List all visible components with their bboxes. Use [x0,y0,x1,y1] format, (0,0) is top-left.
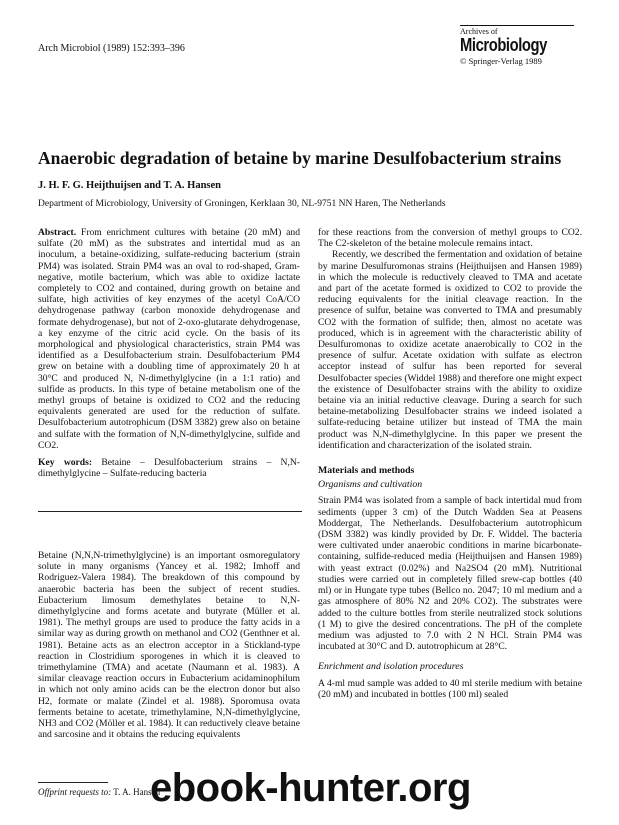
right-column [318,227,582,700]
citation: Arch Microbiol (1989) 152:393–396 [38,43,185,54]
journal-archives: Archives of [460,27,498,36]
offprint-label: Offprint requests to: [38,787,112,797]
abstract-text: From enrichment cultures with betaine (20 mM) and sulfate (20 mM) as the substrates and intertidal mud as an inoculum, a betaine-oxidizing, sulfate-reducing bacterium (strain PM4) was isolated. Strain PM4 was an oval to rod-shaped, Gram-negative, motile bacterium, which was able to oxidize lactate completely to CO2 and contained, during growth on betaine and sulfate, high activities of key enzymes of the acetyl CoA/CO dehydrogenase pathway (carbon monoxide dehydrogenase and formate dehydrogenase), but not of 2-oxo-glutarate dehydrogenase, a key enzyme of the citric acid cycle. On the basis of its morphological and physiological characteristics, strain PM4 was identified as a Desulfobacterium strain. Desulfobacterium PM4 grew on betaine with a doubling time of approximately 20 h at 30°C and produced N, N-dimethylglycine (in a 1:1 ratio) and sulfide as products. In this type of betaine metabolism one of the methyl groups of betaine is oxidized to CO2 and the reducing equivalents generated are used for the reduction of sulfate. Desulfobacterium autotrophicum (DSM 3382) grew also on betaine and sulfate with the formation of N,N-dimethylglycine, sulfide and CO2. [38,227,300,451]
offprint-note [38,787,160,797]
journal-rule [460,25,574,26]
methods-paragraph-2: A 4-ml mud sample was added to 40 ml sterile medium with betaine (20 mM) and incubated in bottles (100 ml) sealed [318,677,582,700]
intro-paragraph: Betaine (N,N,N-trimethylglycine) is an important osmoregulatory solute in many organisms (Yancey et al. 1982; Imhoff and Rodriguez-Valera 1984). The breakdown of this compound by anaerobic bacteria has been the subject of recent studies. Eubacterium limosum demethylates betaine to N,N-dimethylglycine and forms acetate and butyrate (Müller et al. 1981). The methyl groups are used to produce the fatty acids in a similar way as during growth on methanol and CO2 (Genthner et al. 1981). Betaine acts as an electron acceptor in a Stickland-type reaction in Clostridium sporogenes in which it is cleaved to trimethylamine (TMA) and acetate (Naumann et al. 1983). A similar cleavage reaction occurs in Eubacterium acidaminophilum in which not only amino acids can be the electron donor but also H2, formate or malate (Zindel et al. 1988). Sporomusa ovata ferments betaine to acetate, trimethylamine, N,N-dimethylglycine, NH3 and CO2 (Möller et al. 1984). It can reductively cleave betaine and sarcosine and it obtains the reducing equivalents [38,550,300,741]
authors: J. H. F. G. Heijthuijsen and T. A. Hansen [38,180,222,191]
article-title: Anaerobic degradation of betaine by marine Desulfobacterium strains [38,148,562,168]
abstract-label: Abstract. [38,227,77,238]
intro-block [38,550,300,740]
keywords-label: Key words: [38,457,93,469]
right-paragraph-1: for these reactions from the conversion of methyl groups to CO2. The C2-skeleton of the betaine molecule remains intact. [318,227,582,250]
abstract-block [38,227,300,479]
section-heading: Materials and methods [318,465,415,477]
subsection-heading-1: Organisms and cultivation [318,479,423,491]
offprint-name: T. A. Hansen [113,787,161,797]
journal-logo [460,25,590,66]
right-paragraph-2: Recently, we described the fermentation and oxidation of betaine by marine Desulfuromonas strains (Heijthuijsen and Hansen 1989) in which the molecule is reductively cleaved to TMA and acetate and part of the acetate formed is oxidized to CO2 to provide the reducing equivalents for the initial cleavage reaction. In the presence of sulfur, betaine was converted to TMA and presumably CO2 with the formation of sulfide; then, almost no acetate was produced, which is in agreement with the characteristic ability of Desulfuromonas to oxidize acetate anaerobically to CO2 in the presence of sulfur. Acetate oxidation with sulfate as electron acceptor instead of sulfur has been reported for several Desulfobacter species (Widdel 1988) and therefore one might expect the existence of Desulfobacter strains with the ability to oxidize betaine via an initial reductive cleavage. During a search for such betaine-metabolizing Desulfobacter strains we indeed isolated a sulfate-reducing betaine utilizer but instead of TMA the main product was N,N-dimethylglycine. In this paper we present the identification and characterization of the isolated strain. [318,249,582,451]
footnote-rule [38,782,108,783]
methods-paragraph-1: Strain PM4 was isolated from a sample of back intertidal mud from sediments (upper 3 cm) of the Dutch Wadden Sea at Peasens Moddergat, The Netherlands. Desulfobacterium autotrophicum (DSM 3382) was kindly provided by Dr. F. Widdel. The bacteria were cultivated under anaerobic conditions in marine bicarbonate-containing, sulfide-reduced media (Heijthuijsen and Hansen 1989) with yeast extract (0.02%) and Na2SO4 (20 mM). Nutritional studies were carried out in completely filled srew-cap bottles (40 ml) or in Hungate type tubes (Bellco no. 2047; 10 ml medium and a gas atmosphere of 80% N2 and 20% CO2). The substrates were added to the culture bottles from sterile neutralized stock solutions (1 M) to give the desired concentrations. The pH of the complete medium was adjusted to 7.0 with 2 N HCl. Strain PM4 was incubated at 30°C and D. autotrophicum at 28°C. [318,495,582,653]
affiliation: Department of Microbiology, University of Groningen, Kerklaan 30, NL-9751 NN Haren, The Netherlands [38,199,446,209]
journal-name: Microbiology [460,35,547,55]
abstract-divider [38,511,302,512]
subsection-heading-2: Enrichment and isolation procedures [318,661,464,673]
keywords-text: Betaine – Desulfobacterium strains – N,N-dimethylglycine – Sulfate-reducing bacteria [38,457,301,480]
copyright: © Springer-Verlag 1989 [460,56,542,66]
watermark: ebook-hunter.org [150,766,471,810]
